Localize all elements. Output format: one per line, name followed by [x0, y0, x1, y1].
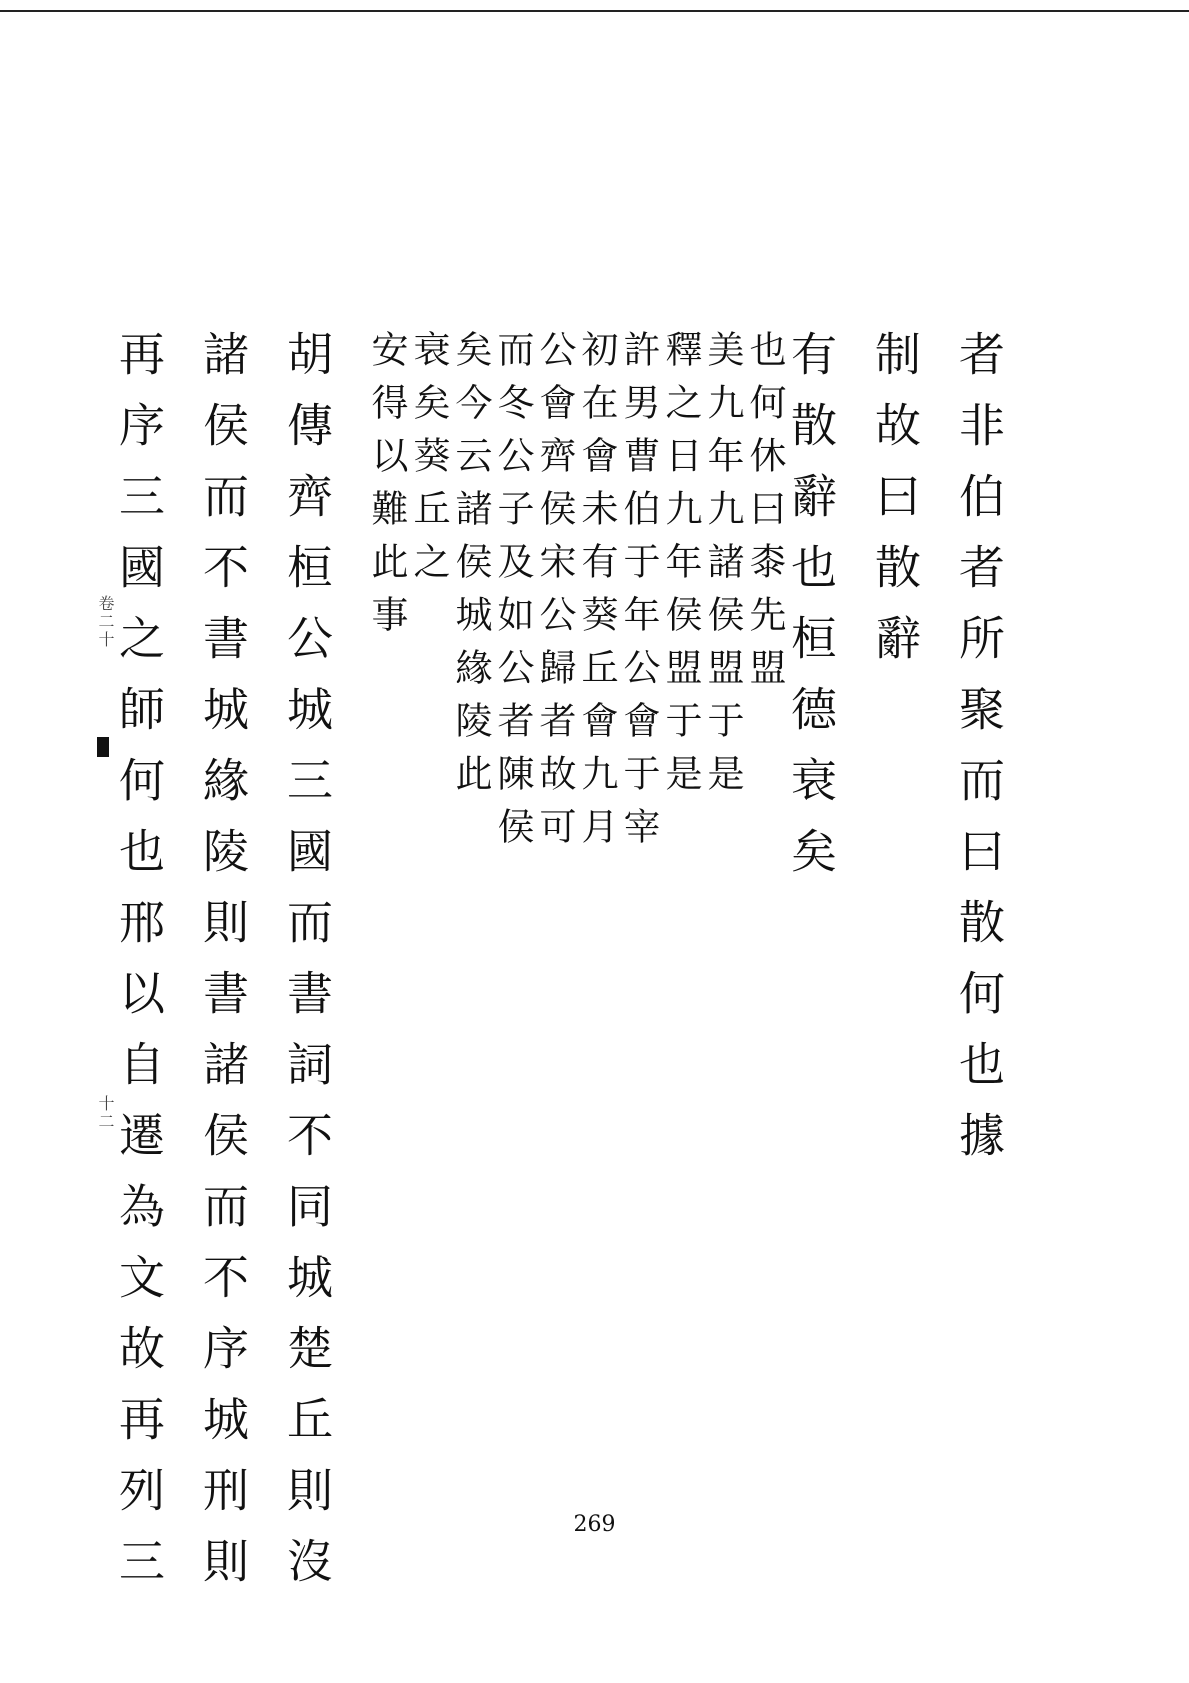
- text-column: 矣今云諸侯城緣陵此: [449, 330, 492, 807]
- text-column: 美九年九諸侯盟于是: [701, 330, 744, 807]
- text-column: 也何休曰桼先盟: [743, 330, 786, 701]
- text-column: 諸侯而不書城緣陵則書諸侯而不序城刑則: [196, 330, 250, 1608]
- text-column: 有散辭也桓德衰矣: [784, 330, 838, 898]
- text-column: 許男曹伯于年公會于宰: [617, 330, 660, 860]
- text-column: 再序三國之師何也邢以自遷為文故再列三: [112, 330, 166, 1608]
- text-column: 初在會未有葵丘會九月: [575, 330, 618, 860]
- text-column: 而冬公子及如公者陳侯: [491, 330, 534, 860]
- page-number: 269: [573, 1512, 616, 1537]
- text-column: 胡傳齊桓公城三國而書詞不同城楚丘則沒: [280, 330, 334, 1608]
- text-column: 者非伯者所聚而曰散何也據: [952, 330, 1006, 1182]
- top-rule: [0, 10, 1189, 12]
- margin-mark: [97, 737, 109, 757]
- margin-note-top: 卷二十: [96, 595, 115, 649]
- text-column: 衰矣葵丘之: [407, 330, 450, 595]
- margin-note-middle: 十二: [96, 1095, 115, 1131]
- text-column: 釋之日九年侯盟于是: [659, 330, 702, 807]
- text-column: 公會齊侯宋公歸者故可: [533, 330, 576, 860]
- text-column: 制故曰散辭: [868, 330, 922, 685]
- text-column: 安得以難此事: [365, 330, 408, 648]
